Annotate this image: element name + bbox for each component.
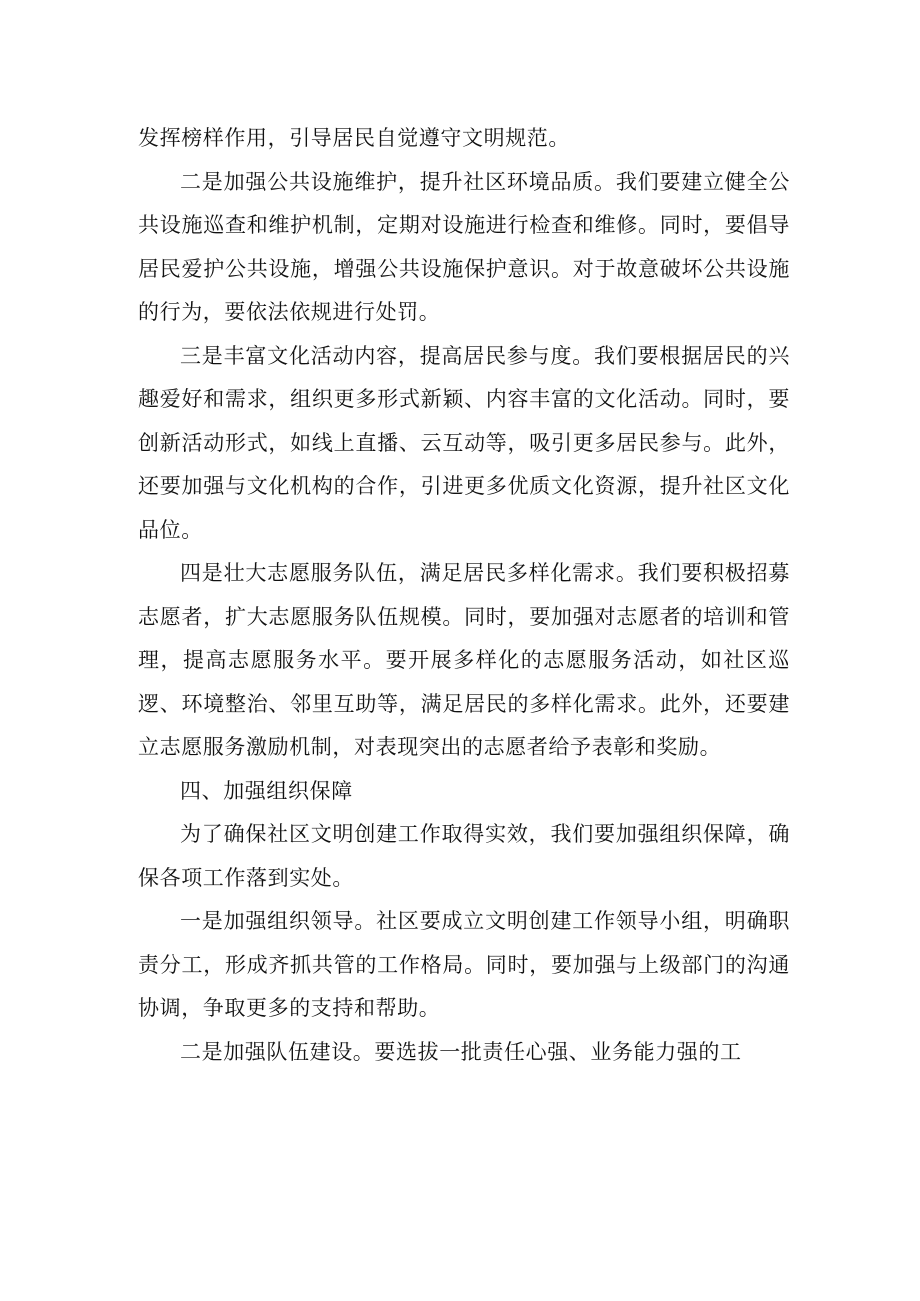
paragraph-public-facilities: 二是加强公共设施维护，提升社区环境品质。我们要建立健全公共设施巡查和维护机制，定期对设施进行检查和维修。同时，要倡导居民爱护公共设施，增强公共设施保护意识。对于故意破坏公共设施的行为，要依法依规进行处罚。 — [138, 169, 790, 324]
paragraph-cultural-activities: 三是丰富文化活动内容，提高居民参与度。我们要根据居民的兴趣爱好和需求，组织更多形式新颖、内容丰富的文化活动。同时，要创新活动形式，如线上直播、云互动等，吸引更多居民参与。此外，还要加强与文化机构的合作，引进更多优质文化资源，提升社区文化品位。 — [138, 343, 790, 542]
paragraph-volunteer-service: 四是壮大志愿服务队伍，满足居民多样化需求。我们要积极招募志愿者，扩大志愿服务队伍规模。同时，要加强对志愿者的培训和管理，提高志愿服务水平。要开展多样化的志愿服务活动，如社区巡逻、环境整治、邻里互助等，满足居民的多样化需求。此外，还要建立志愿服务激励机制，对表现突出的志愿者给予表彰和奖励。 — [138, 561, 790, 759]
paragraph-leadership: 一是加强组织领导。社区要成立文明创建工作领导小组，明确职责分工，形成齐抓共管的工作格局。同时，要加强与上级部门的沟通协调，争取更多的支持和帮助。 — [138, 909, 790, 1020]
document-body — [138, 117, 790, 1074]
paragraph-team-building: 二是加强队伍建设。要选拔一批责任心强、业务能力强的工 — [180, 1039, 742, 1064]
section-heading-organization: 四、加强组织保障 — [180, 778, 353, 803]
paragraph-organization-intro: 为了确保社区文明创建工作取得实效，我们要加强组织保障，确保各项工作落到实处。 — [138, 822, 790, 890]
paragraph-continuation: 发挥榜样作用，引导居民自觉遵守文明规范。 — [138, 126, 570, 150]
